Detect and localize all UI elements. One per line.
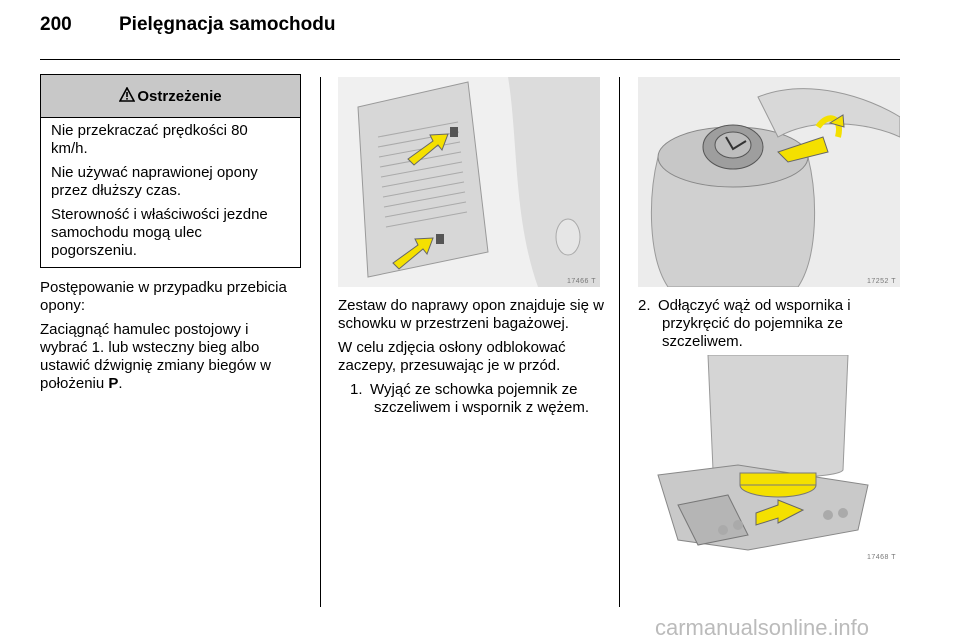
page-number: 200	[40, 14, 72, 35]
warning-box	[40, 74, 301, 268]
figure-bottle-bracket	[638, 355, 900, 563]
watermark: carmanualsonline.info	[655, 615, 870, 640]
figure-code: 17252 T	[866, 278, 896, 285]
list-text: Odłączyć wąż od wspornika i przykręcić do pojemnika ze szczeliwem.	[658, 297, 851, 350]
paragraph	[40, 321, 275, 393]
figure-code: 17466 T	[566, 278, 596, 285]
column-divider-1	[320, 77, 321, 607]
figure-sealant-bottle	[638, 77, 900, 287]
paragraph: Postępowanie w przypadku przebicia opony:	[40, 279, 287, 314]
warning-header	[41, 75, 300, 118]
paragraph-text: Zaciągnąć hamulec postojowy i wybrać 1. lub wsteczny bieg albo ustawić dźwignię zmiany biegów w położeniu	[40, 321, 271, 392]
warning-title: Ostrzeżenie	[137, 87, 222, 105]
paragraph: W celu zdjęcia osłony odblokować zaczepy, przesuwając je w przód.	[338, 339, 566, 374]
figure-trunk-compartment	[338, 77, 600, 287]
column-3-text	[638, 297, 900, 357]
warning-paragraph: Nie przekraczać prędkości 80 km/h.	[51, 122, 248, 157]
trunk-illustration	[338, 77, 600, 287]
gear-position: P	[108, 375, 119, 392]
list-text: Wyjąć ze schowka pojemnik ze szczeliwem i wspornik z wężem.	[370, 381, 590, 416]
warning-paragraph: Sterowność i właściwości jezdne samochodu mogą ulec pogorszeniu.	[51, 206, 268, 259]
warning-paragraph: Nie używać naprawionej opony przez dłuższy czas.	[51, 164, 258, 199]
column-1-text	[40, 279, 302, 399]
warning-triangle-icon	[119, 87, 135, 106]
list-number: 2.	[638, 297, 651, 314]
paragraph: Zestaw do naprawy opon znajduje się w schowku w przestrzeni bagażowej.	[338, 297, 604, 332]
list-item	[638, 297, 877, 351]
list-number: 1.	[350, 381, 363, 398]
column-2-text	[338, 297, 608, 423]
list-item	[350, 381, 610, 417]
column-divider-2	[619, 77, 620, 607]
paragraph-end: .	[118, 375, 123, 392]
header-rule	[40, 59, 900, 60]
warning-body	[41, 118, 300, 260]
figure-code: 17468 T	[866, 554, 896, 561]
page-title: Pielęgnacja samochodu	[119, 14, 336, 35]
bottle-illustration	[638, 77, 900, 287]
bracket-illustration	[638, 355, 900, 563]
